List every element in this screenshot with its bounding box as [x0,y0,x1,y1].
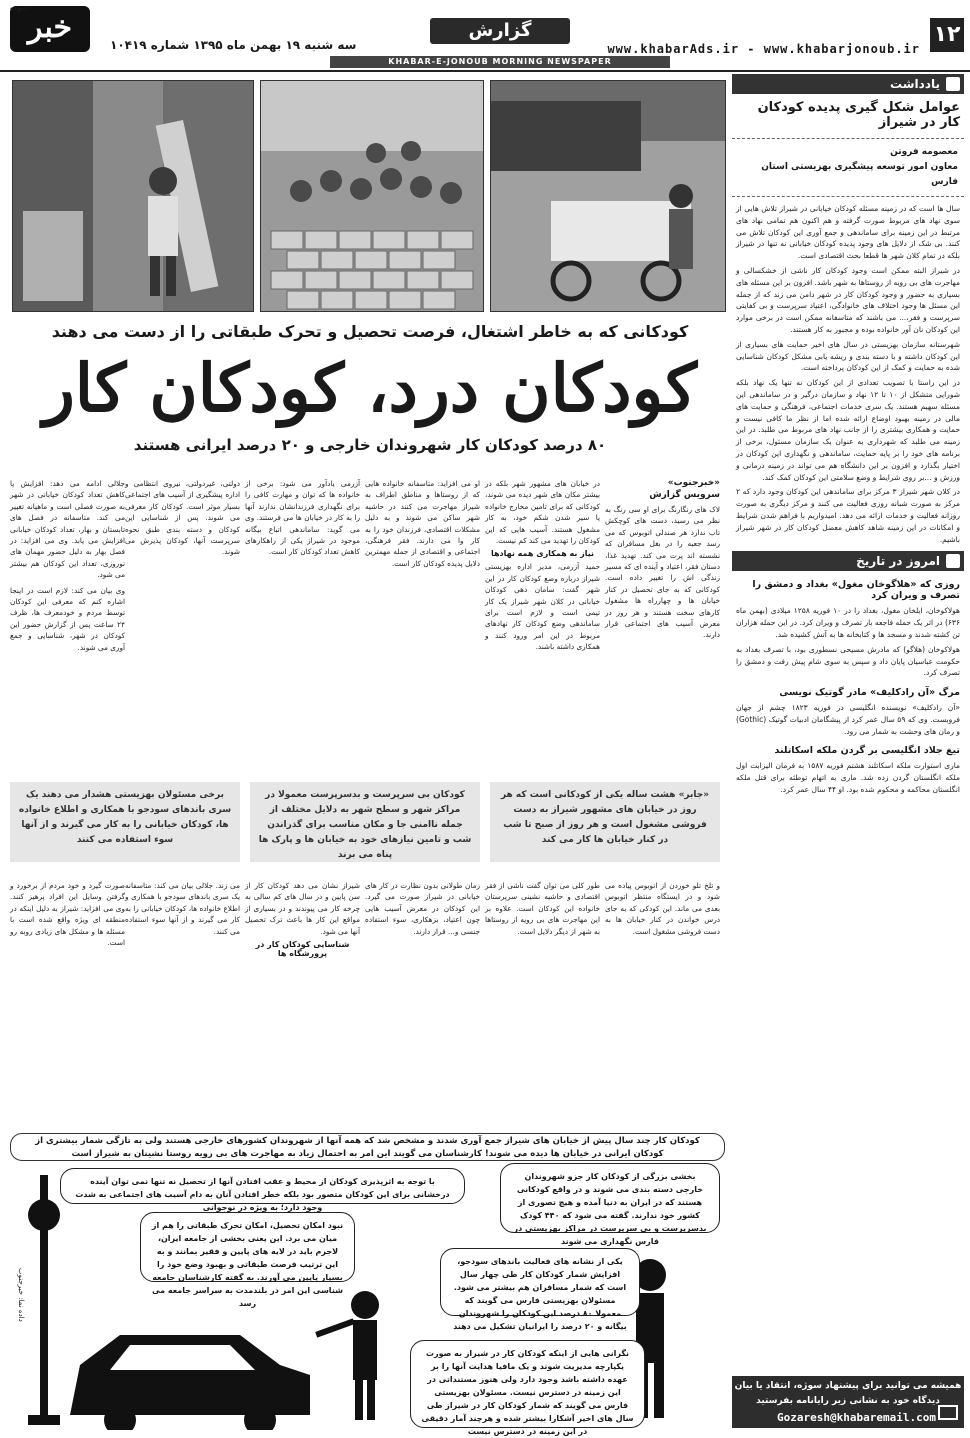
photo-boy-cart [490,80,726,312]
car-icon [70,1335,310,1430]
mail-icon [938,1405,958,1420]
info-bubble: نبود امکان تحصیل، امکان تحرک طبقاتی را هم از میان می برد. این یعنی بخشی از جامعه ایران، لاجرم باید در لایه های پایین و فقیر بمانند و به این ترتیب فرصت طبقاتی و بهبود وضع خود را بسیار پایین می آورند. به گفته کارشناسان جامعه شناسی این امر در بلندمدت به سراسر جامعه می رسد [140,1212,355,1282]
article-subhead: نیاز به همکاری همه نهادها [490,549,595,559]
history-subhead: مرگ «آن رادکلیف» مادر گوتیک نویسی [779,687,960,699]
article-text: او می افزاید: متاسفانه خانواده هایی که از روستاها و مناطق اطراف به شیراز مهاجرت می کنند در حاشیه شهر ساکن می شوند و به دلیل مشکلات اقتصادی، فرزندان خود را به کار وا می دارند. فقر فرهنگی، اجتماعی و اقتصادی از جمله مهمترین دلایل پدیده کودکان کار است. [365,479,480,568]
article-column [245,478,360,558]
author-name: معصومه فروتن [890,147,958,157]
note-paragraph: در شیراز البته ممکن است وجود کودکان کار ناشی از خشکسالی و مهاجرت های بی رویه از روستاها به شهر باشد. افزون بر این مسئله های بسیاری به حضور و وجود کودکان کار در شهر دامن می زند که از جمله این مسئل ها وجود اختلاف های خانوادگی، اعتیاد سرپرست و بی کفایتی سرپرست و فقر،... می باشند که متاسفانه ممکن است در برخی موارد این کودکان نان آور خانواده بوده و مجبور به کار هستند. [735,265,960,334]
street-lamp-icon [28,1175,60,1425]
history-title: روزی که «هلاگوخان مغول» بغداد و دمشق را تصرف و ویران کرد [752,579,960,602]
infographic-credit: داده نما: خبرجنوب [17,1268,25,1322]
article-column [485,478,600,653]
note-label-text: یادداشت [890,77,940,91]
article-text: لاک های رنگارنگ برای او سی رنگ به نظر می رسید، دست های کوچکش تاب ندارد هر صندلی اتوبوس که می رسد جعبه را در بغل مسافران که نشسته اند پرت می کند. تهدید غذا، دستان فقر، اعتیاد و آینده ای که مسیر زندگی اش را تغییر داده است. کودکانی که به جای تحصیل در کنار خیابان ها و چهارراه ها مشغول کارهای سخت هستند و هر روز در معرض آسیب های اجتماعی قرار دارند. [605,505,720,640]
note-paragraph: شهرستانه سازمان بهزیستی در سال های اخیر حمایت های بسیاری از این کودکان داشته و با دسته بندی و ریشه یابی مشکل کودکان شناسایی شده به حمایت و کمک از این کودکان پرداخته است. [736,339,960,373]
history-paragraph: هولاکوخان، ایلخان مغول، بغداد را در ۱۰ فوریه ۱۲۵۸ میلادی (بهمن ماه ۶۳۶) در اثر یک حمله فاجعه بار تصرف و ویران کرد. در این حمله هزاران تن کشته شدند و مسجد ها و کتابخانه ها به آتش کشیده شد. [736,606,961,639]
info-bubble: با توجه به اثرپذیری کودکان از محیط و عقب افتادن آنها از تحصیل نه تنها نمی توان آینده درخشانی برای این کودکان متصور بود بلکه خطر افتادن آنان به دام آسیب های اجتماعی به شدت وجود دارد؛ به ویژه در نوجوانی [60,1168,465,1204]
pull-quote: «جابر» هشت ساله یکی از کودکانی است که هر روز در خیابان های مشهور شیراز به دست فروشی مشغول است و هر روز از صبح تا شب در کنار خیابان ها کار می کند [490,782,720,862]
headline-kicker: کودکانی که به خاطر اشتغال، فرصت تحصیل و تحرک طبقاتی را از دست می دهند [51,322,689,341]
article-text: حمید آزرمی، مدیر اداره بهزیستی شیراز درباره وضع کودکان کار در این شهر گفت: سامان دهی کودکان خیابانی در کلان شهر شیراز یک کار تیمی است و لازم است برای ساماندهی وضع کودکان کار نهادهای مربوط در این امر ورود کنند و همکاری داشته باشند. [485,562,600,652]
section-title: گزارش [430,18,570,44]
contact-line: همیشه می توانید برای پیشنهاد سوژه، انتقاد یا بیان [734,1381,962,1391]
article-text: و تلخ تلو خوردن از اتوبوس پیاده می شود و در ایستگاه منتظر اتوبوس بعدی می ماند. این کودکی که به جای درس خواندن در کنار خیابان ها به دست فروشی مشغول است. [605,881,720,936]
history-paragraph: هولاکوخان (هلاگو) که مادرش مسیحی نسطوری بود، با تصرف بغداد به حکومت عباسیان پایان داد و سپس به سوی شام پیش رفت و دمشق را تصرف کرد. [736,644,960,678]
history-subhead: تیغ جلاد انگلیسی بر گردن ملکه اسکاتلند [774,745,960,757]
article-column [125,478,240,558]
pull-quote: کودکان بی سرپرست و بدسرپرست معمولا در مراکز شهر و سطح شهر به دلایل مختلف از جمله ناامنی جا و مکان مناسب برای گذراندن شب و تامین نیازهای خود به خیابان ها و پارک ها پناه می برند [250,782,480,862]
logo-subtext: جنوب [10,4,30,12]
child-worker-icon [315,1291,379,1420]
article-text: در خیابان های مشهور شهر بلکه در بیشتر مکان های شهر دیده می شوند، کودکانی که برای تامین مخارج خانواده یا سیر شدن شکم خود، به کار مشغول هستند. آسیب هایی که این کودکان را تهدید می کند کم نیست. [485,479,600,546]
contact-line: دیدگاه خود به نشانی زیر رایانامه بفرستید [756,1396,940,1406]
photo-bricks-image [261,81,483,311]
paper-strapline: KHABAR-E-JONOUB MORNING NEWSPAPER [330,56,670,68]
photo-cart-image [491,81,725,311]
article-desk: سرویس گزارش [649,490,720,500]
article-byline: «خبرجنوب» [667,478,720,488]
article-text: آزرمی یادآور می شود: برخی از خانواده ها که توان و مهارت کافی را برای نگهداری فرزندانشان ندارند آنها را به کار در خیابان ها می فرستند. وی می گوید: ساماندهی اتباع بیگانه موجود در شیراز یکی از راهکارهای کاهش تعداد کودکان کار است. [245,479,360,557]
author-role: معاون امور توسعه پیشگیری بهزیستی استان فارس [761,162,958,187]
newspaper-logo [10,6,90,52]
photo-children-bricks [260,80,484,312]
article-column [125,880,240,937]
article-column [365,478,480,569]
article-column [10,478,125,653]
history-icon [946,554,960,568]
article-column [605,478,720,641]
photo-carpet-boy [12,80,254,312]
history-label-text: امروز در تاریخ [856,554,940,569]
photo-carpet-image [13,81,253,311]
article-text: شیراز نشان می دهد کودکان کار از سن پایین و در سال های کم سالی به چرخه کار می پیوندند و در بسیاری از مواقع این کار ها باعث ترک تحصیل آنها می شود. [245,881,360,936]
info-bubble: بخشی بزرگی از کودکان کار جزو شهروندان خارجی دسته بندی می شوند و در واقع کودکانی هستند که در ایران به دنیا آمده و هیچ تصوری از کشور خود ندارند. گفته می شود که ۴۴۰ کودک بدسرپرست و بی سرپرست در مراکز بهزیستی در فارس نگهداری می شوند [500,1163,720,1233]
contact-email[interactable]: Gozaresh@khabaremail.com [777,1411,936,1424]
article-text: جلالی ادامه می دهد: افزایش یا کاهش تعداد کودکان خیابانی در شهر به صورت فصلی است و ماهیانه تغییر می کند. متاسفانه در فصل های تابستان و بهار، تعداد کودکان خیابانی افزایش می یابد. وی می افزاید: در فصل بهار به دلیل حضور مهمان های نوروزی، تعداد این کودکان هم بیشتر می شود. [10,479,125,580]
article-column [605,880,720,937]
note-paragraph: سال ها است که در زمینه مسئله کودکان خیابانی در شیراز تلاش هایی از سوی نهاد های مربوط صورت گرفته و هم اکنون هم تمامی نهاد های مرتبط در این زمینه برای ساماندهی و جمع آوری این کودکان تلاش می کنند. بی شک از دلایل های وجود پدیده کودکان خیابانی نه تنها در شیراز بلکه در تمام کلان شهر ها قطعا بحث اقتصادی است. [736,204,960,261]
note-icon [946,77,960,91]
history-paragraph: «آن رادکلیف» نویسنده انگلیسی در فوریه ۱۸۲۳ چشم از جهان فروبست. وی که ۵۹ سال عمر کرد از پیشگامان ادبیات گوتیک (Gothic) و رمان های وحشت به شمار می رود. [736,703,960,736]
article-column [10,880,125,948]
history-paragraph: ماری استوارت ملکه اسکاتلند هشتم فوریه ۱۵۸۷ به فرمان الیزابت اول ملکه انگلستان گردن زده شد. ماری به اتهام توطئه برای قتل ملکه انگلستان محاکمه و محکوم شده بود. او ۴۴ سال عمر کرد. [736,761,960,795]
history-body [736,605,960,679]
article-text: طور کلی می توان گفت ناشی از فقر اقتصادی و حاشیه نشینی سرپرستان خانواده این کودکان است. علاوه بر این مهاجرت های بی رویه از روستاها به شهر از دیگر دلایل است. [485,881,600,936]
article-column [365,880,480,937]
history-body-3 [736,760,960,795]
article-text: دولتی، غیردولتی، نیروی انتظامی و اداره پیشگیری از آسیب های اجتماعی بسیار موثر است. کودکان کار معرفی می شوند. پس از شناسایی این کودکان و دسته بندی طبق نحوه سرپرست آنها، کودکان پذیرش می شوند. [125,479,240,557]
author-block [732,138,964,197]
note-title: عوامل شکل گیری پدیده کودکان کار در شیراز [757,100,960,130]
website-links[interactable]: www.khabarAds.ir - www.khabarjonoub.ir [607,42,920,56]
author-info [738,145,958,190]
headline-subtitle: ۸۰ درصد کودکان کار شهروندان خارجی و ۲۰ درصد ایرانی هستند [133,436,607,454]
issue-dateline: سه شنبه ۱۹ بهمن ماه ۱۳۹۵ شماره ۱۰۴۱۹ [110,38,357,52]
note-paragraph: در این راستا با تصویب تعدادی از این کودکان نه تنها یک نهاد بلکه شورایی متشکل از ۱۰ تا ۱۲ نهاد و سازمان درگیر و در ساماندهی این مسئله سهیم هستند. یک سری خدمات اجتماعی، فرهنگی و حمایت های مالی در زمینه بهبود اوضاع ارائه شده اما از نظر ما کافی نیست و حمایت و همکاری بیشتری را از جانب نهاد های مربوط می طلبد. در این زمینه می طلبد که شهرداری به عنوان یک سازمان مسئول، برخی از برنامه های خود را بر پایه حمایت، ساماندهی و نگهداری این کودکان در اختیار بگذارد و افزون بر این دانشگاه هم می تواند در زمینه درمانی و ورزش و ...بر روی شرایط و وضع سلامتی این کودکان کمک کند. [736,378,961,482]
logo-text: خبر [27,10,73,45]
article-text: زمان طولانی بدون نظارت در کار های خیابانی در شیراز صورت می گیرد. این کودکان در معرض آسیب هایی چون اعتیاد، بزهکاری، سوء استفاده جنسی و... قرار دارند. [365,881,480,936]
history-section-label [732,551,964,571]
main-headline: کودکان درد، کودکان کار [42,349,698,427]
infographic-banner: کودکان کار چند سال پیش از خیابان های شیراز جمع آوری شدند و مشخص شد که همه آنها از شهروندان کشورهای خارجی هستند ولی به تازگی شمار بیشتری از کودکان ایرانی در خیابان ها دیده می شوند! کارشناسان می گویند این امر به احتمال زیاد به مهاجرت های بی رویه روستا نشینان به شیراز است [10,1133,725,1161]
pull-quote: برخی مسئولان بهزیستی هشدار می دهند یک سری باندهای سودجو با همکاری و اطلاع خانواده ها، کودکان خیابانی را به کار می گیرند و از آنها سوء استفاده می کنند [10,782,240,862]
contact-box [732,1376,964,1428]
article-text: وی بیان می کند: لازم است در اینجا اشاره کنم که معرفی این کودکان توسط مردم و خودمعرف ها، ظرف ۲۴ ساعت پس از گزارش حضور این کودکان در شهر، شناسایی و جمع آوری می شوند. [10,585,125,652]
info-bubble: نگرانی هایی از اینکه کودکان کار در شیراز به صورت یکپارچه مدیریت شوند و یک مافیا هدایت آنها را بر عهده داشته باشد وجود دارد ولی هنوز مستنداتی در این زمینه در دسترس نیست. مسئولان بهزیستی فارس می گویند که شمار کودکان کار در شیراز طی سال های اخیر آشکارا بیشتر شده و هرچند آمار دقیقی در این زمینه در دسترس نیست [410,1340,645,1428]
article-text: می زند. جلالی بیان می کند: متاسفانه یک سری باندهای سودجو با همکاری و اطلاع خانواده ها، کودکان خیابانی را به کار می گیرند و از آنها سوء استفاده می کنند. [125,881,240,936]
page-number: ۱۲ [930,18,964,52]
note-body [736,203,960,545]
masthead [0,0,970,72]
article-column [245,880,360,961]
article-subhead: شناسایی کودکان کار در پرورشگاه ها [255,940,350,959]
history-body-2 [736,702,960,737]
info-bubble: یکی از نشانه های فعالیت باندهای سودجو، افزایش شمار کودکان کار طی چهار سال است که شمار مسافران هم بیشتر می شود. مسئولان بهزیستی فارس می گویند که معمولا ۸۰ درصد این کودکان را شهروندان بیگانه و ۲۰ درصد را ایرانیان تشکیل می دهند [440,1248,640,1316]
sidebar [732,74,964,1429]
article-column [485,880,600,937]
note-section-label [732,74,964,94]
article-text: صورت گیرد و خود مردم از برخورد و گرفتن وسایل این افراد پرهیز کنند. وی می افزاید: شیراز به دلیل اینکه در منطقه ای ویژه واقع شده است با مسئله ها و مشکل های زیادی روبه رو است. [10,881,125,948]
note-paragraph: در کلان شهر شیراز ۳ مرکز برای ساماندهی این کودکان وجود دارد که ۲ مرکز به صورت شبانه روزی فعالیت می کنند و مرکز دیگری به صورت روزانه فعالیت و خدمات ارائه می دهد. امیدواریم با فراهم شدن شرایط و امکانات در این زمینه شاهد کاهش معضل کودکان کار در شهر شیراز باشیم. [736,487,960,544]
